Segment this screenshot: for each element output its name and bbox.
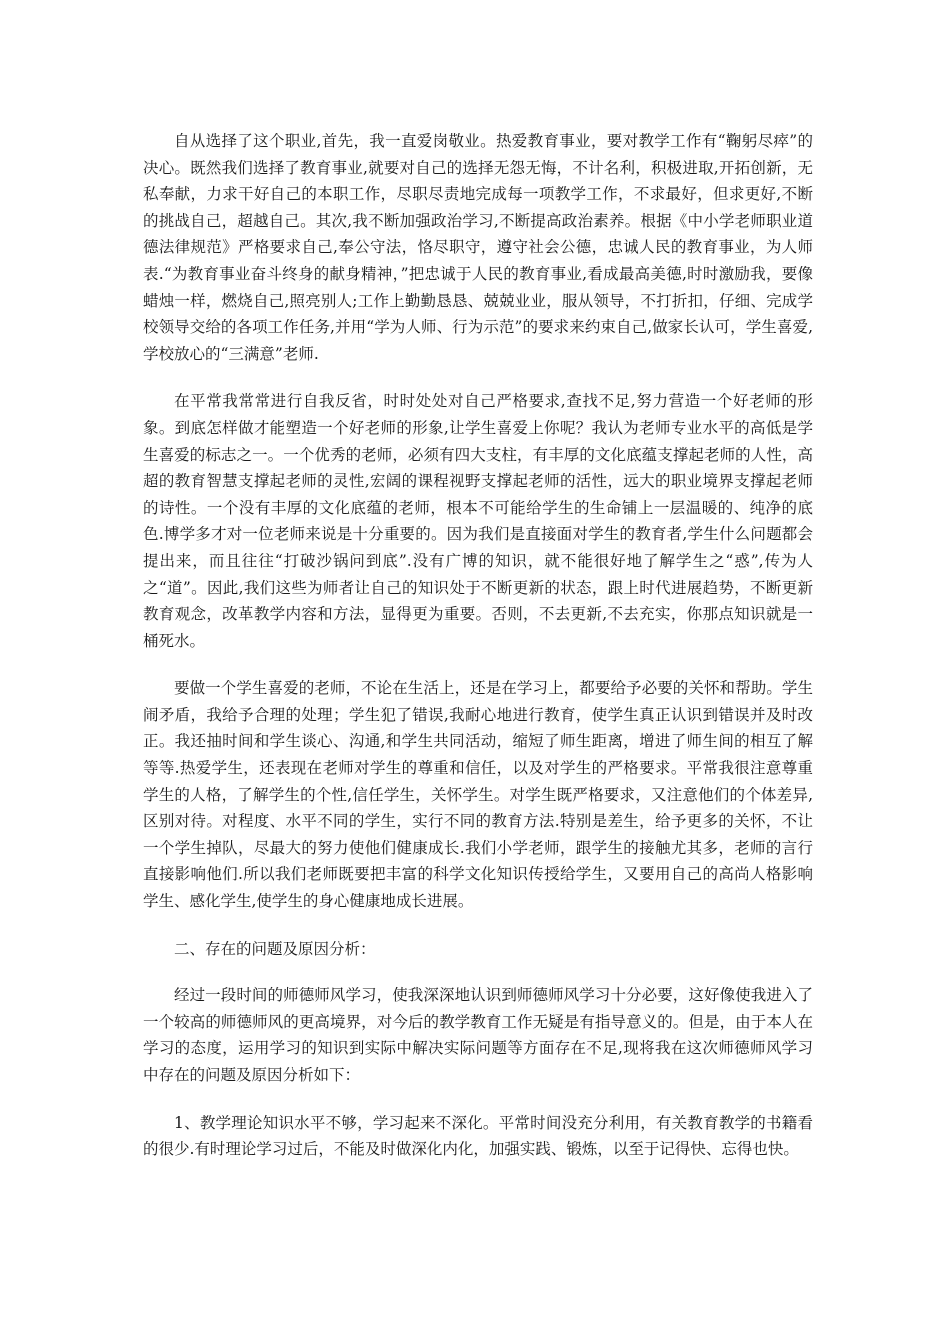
paragraph-study-summary: 经过一段时间的师德师风学习，使我深深地认识到师德师风学习十分必要，这好像使我进入了一个较高的师德师风的更高境界，对今后的教学教育工作无疑是有指导意义的。但是，由于本人在学习的态度，运用学习的知识到实际中解决实际问题等方面存在不足,现将我在这次师德师风学习中存在的问题及原因分析如下： — [143, 986, 813, 1084]
document-body — [143, 128, 813, 1184]
paragraph-self-reflection: 在平常我常常进行自我反省，时时处处对自己严格要求,查找不足,努力营造一个好老师的形象。到底怎样做才能塑造一个好老师的形象,让学生喜爱上你呢？我认为老师专业水平的高低是学生喜爱的标志之一。一个优秀的老师，必须有四大支柱，有丰厚的文化底蕴支撑起老师的人性，高超的教育智慧支撑起老师的灵性,宏阔的课程视野支撑起老师的活性，远大的职业境界支撑起老师的诗性。一个没有丰厚的文化底蕴的老师，根本不可能给学生的生命铺上一层温暖的、纯净的底色.博学多才对一位老师来说是十分重要的。因为我们是直接面对学生的教育者,学生什么问题都会提出来，而且往往“打破沙锅问到底”.没有广博的知识，就不能很好地了解学生之“惑”,传为人之“道”。因此,我们这些为师者让自己的知识处于不断更新的状态，跟上时代进展趋势，不断更新教育观念，改革教学内容和方法，显得更为重要。否则，不去更新,不去充实，你那点知识就是一桶死水。 — [143, 392, 813, 650]
paragraph-problem-1: 1、教学理论知识水平不够，学习起来不深化。平常时间没充分利用，有关教育教学的书籍看的很少.有时理论学习过后，不能及时做深化内化，加强实践、锻炼，以至于记得快、忘得也快。 — [143, 1113, 813, 1159]
section-heading-problems: 二、存在的问题及原因分析： — [174, 939, 376, 958]
paragraph-caring-for-students: 要做一个学生喜爱的老师，不论在生活上，还是在学习上，都要给予必要的关怀和帮助。学生闹矛盾，我给予合理的处理；学生犯了错误,我耐心地进行教育，使学生真正认识到错误并及时改正。我还抽时间和学生谈心、沟通,和学生共同活动，缩短了师生距离，增进了师生间的相互了解等等.热爱学生，还表现在老师对学生的尊重和信任，以及对学生的严格要求。平常我很注意尊重学生的人格，了解学生的个性,信任学生，关怀学生。对学生既严格要求，又注意他们的个体差异,区别对待。对程度、水平不同的学生，实行不同的教育方法.特别是差生，给予更多的关怀，不让一个学生掉队，尽最大的努力使他们健康成长.我们小学老师，跟学生的接触尤其多，老师的言行直接影响他们.所以我们老师既要把丰富的科学文化知识传授给学生，又要用自己的高尚人格影响学生、感化学生,使学生的身心健康地成长进展。 — [143, 679, 813, 911]
paragraph-professional-dedication: 自从选择了这个职业,首先，我一直爱岗敬业。热爱教育事业，要对教学工作有“鞠躬尽瘁”的决心。既然我们选择了教育事业,就要对自己的选择无怨无悔，不计名利，积极进取,开拓创新，无私奉献，力求干好自己的本职工作，尽职尽责地完成每一项教学工作，不求最好，但求更好,不断的挑战自己，超越自己。其次,我不断加强政治学习,不断提高政治素养。根据《中小学老师职业道德法律规范》严格要求自己,奉公守法，恪尽职守，遵守社会公德，忠诚人民的教育事业，为人师表.“为教育事业奋斗终身的献身精神，”把忠诚于人民的教育事业,看成最高美德,时时激励我，要像蜡烛一样，燃烧自己,照亮别人;工作上勤勤恳恳、兢兢业业，服从领导，不打折扣，仔细、完成学校领导交给的各项工作任务,并用“学为人师、行为示范”的要求来约束自己,做家长认可，学生喜爱,学校放心的“三满意”老师. — [143, 132, 813, 363]
